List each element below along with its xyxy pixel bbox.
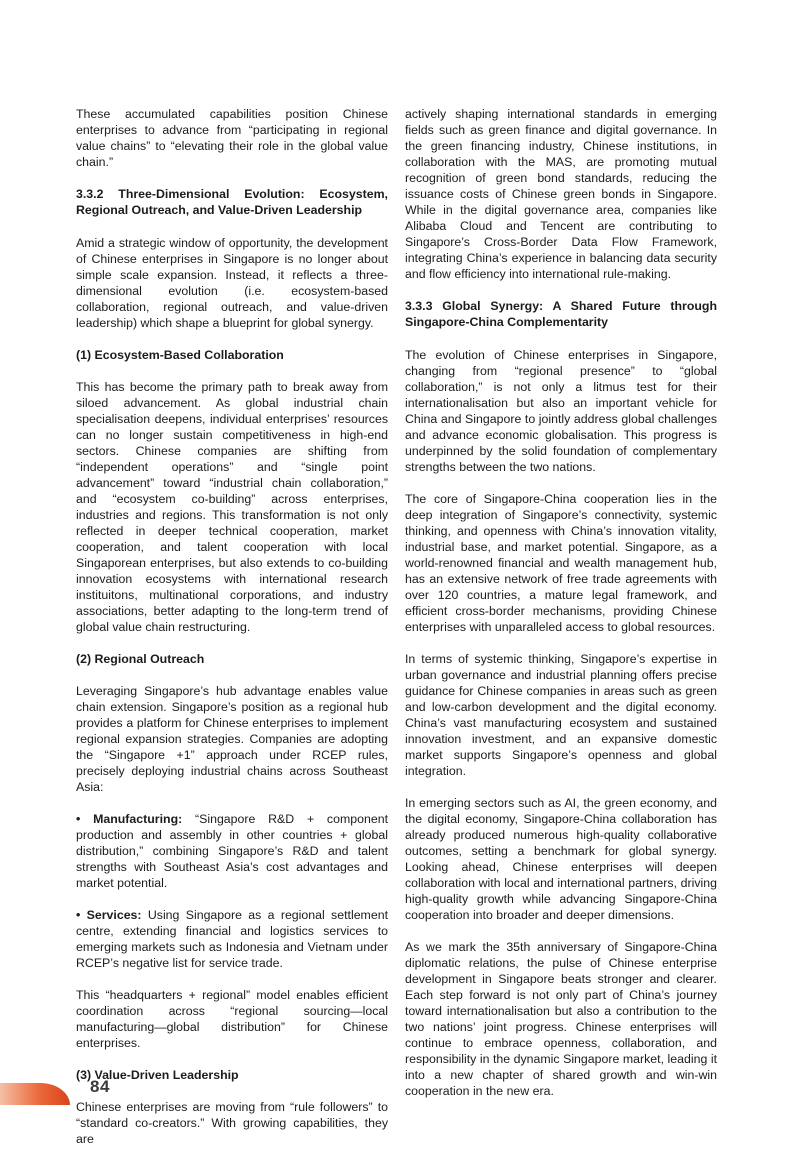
continued-paragraph: actively shaping international standards in emerging fields such as green finance and digital governance. In the green financing industry, Chinese institutions, in collaboration with the MAS, are promoting mutual recognition of green bond standards, reducing the issuance costs of Chinese green bonds in Singapore. While in the digital governance area, companies like Alibaba Cloud and Tencent are contributing to Singapore’s Cross-Border Data Flow Framework, integrating China’s experience in balancing data security and flow efficiency into international rule-making.	[405, 107, 717, 281]
systemic-thinking-paragraph: In terms of systemic thinking, Singapore’s expertise in urban governance and industrial planning offers precise guidance for Chinese companies in areas such as green and low-carbon development and the digital economy. China’s vast manufacturing ecosystem and sustained innovation investment, and an expansive domestic market supports Singapore’s openness and global integration.	[405, 652, 717, 778]
regional-outreach-paragraph: Leveraging Singapore’s hub advantage enables value chain extension. Singapore’s position as a regional hub provides a platform for Chinese enterprises to implement regional expansion strategies. Companies are adopting the “Singapore +1” approach under RCEP rules, precisely deploying industrial chains across Southeast Asia:	[76, 684, 388, 794]
headquarters-model-paragraph: This “headquarters + regional” model enables efficient coordination across “regional sourcing—local manufacturing—global distribution” for Chinese enterprises.	[76, 988, 388, 1050]
services-bullet	[76, 907, 388, 971]
footer-accent-bar	[0, 1083, 70, 1105]
manufacturing-bullet	[76, 811, 388, 891]
page-number: 84	[90, 1077, 110, 1096]
anniversary-paragraph: As we mark the 35th anniversary of Singapore-China diplomatic relations, the pulse of Chinese enterprise development in Singapore beats stronger and clearer. Each step forward is not only part of China’s journey toward internationalisation but also a contribution to the two nations’ joint progress. Chinese enterprises will continue to embrace openness, collaboration, and responsibility in the dynamic Singapore market, leading it into a new chapter of shared growth and win-win cooperation in the new era.	[405, 940, 717, 1098]
emerging-sectors-paragraph: In emerging sectors such as AI, the green economy, and the digital economy, Singapore-China collaboration has already produced numerous high-quality collaborative outcomes, setting a benchmark for global synergy. Looking ahead, Chinese enterprises will deepen collaboration with local and international partners, driving high-quality growth while advancing Singapore-China cooperation into broader and deeper dimensions.	[405, 796, 717, 922]
section-332-paragraph: Amid a strategic window of opportunity, the development of Chinese enterprises in Singapore is no longer about simple scale expansion. Instead, it reflects a three-dimensional evolution (i.e. ecosystem-based collaboration, regional outreach, and value-driven leadership) which shape a blueprint for global synergy.	[76, 236, 388, 330]
services-label: • Services:	[76, 908, 142, 922]
regional-outreach-heading: (2) Regional Outreach	[76, 652, 205, 666]
right-column	[405, 106, 717, 1115]
section-333-heading: 3.3.3 Global Synergy: A Shared Future through Singapore-China Complementarity	[405, 299, 717, 329]
intro-paragraph: These accumulated capabilities position Chinese enterprises to advance from “participating in regional value chains” to “elevating their role in the global value chain.”	[76, 107, 388, 169]
ecosystem-collaboration-paragraph: This has become the primary path to break away from siloed advancement. As global industrial chain specialisation deepens, individual enterprises’ resources can no longer sustain competitiveness in high-end sectors. Chinese companies are shifting from “independent operations” and “single point advancement” toward “industrial chain collaboration,” and “ecosystem co-building” across enterprises, industries and regions. This transformation is not only reflected in deeper technical cooperation, market cooperation, and talent cooperation with local Singaporean enterprises, but also extends to co-building innovation ecosystems with international research instituitons, multinational corporations, and industry associations, better adapting to the long-term trend of global value chain restructuring.	[76, 380, 388, 634]
ecosystem-collaboration-heading: (1) Ecosystem-Based Collaboration	[76, 348, 284, 362]
value-driven-leadership-heading: (3) Value-Driven Leadership	[76, 1068, 239, 1082]
value-driven-leadership-paragraph: Chinese enterprises are moving from “rule followers” to “standard co-creators.” With growing capabilities, they are	[76, 1100, 388, 1146]
core-cooperation-paragraph: The core of Singapore-China cooperation lies in the deep integration of Singapore’s connectivity, systemic thinking, and openness with China’s innovation vitality, industrial base, and market potential. Singapore, as a world-renowned financial and wealth management hub, has an extensive network of free trade agreements with over 120 countries, a mature legal framework, and efficient cross-border mechanisms, providing Chinese enterprises with unparalleled access to global resources.	[405, 492, 717, 634]
left-column	[76, 106, 388, 1163]
section-332-heading: 3.3.2 Three-Dimensional Evolution: Ecosystem, Regional Outreach, and Value-Driven Leadership	[76, 187, 388, 217]
services-text: Using Singapore as a regional settlement centre, extending financial and logistics services to emerging markets such as Indonesia and Vietnam under RCEP’s negative list for service trade.	[76, 908, 389, 970]
manufacturing-text: “Singapore R&D + component production and assembly in other countries + global distribution,” combining Singapore’s R&D and talent strengths with Southeast Asia’s cost advantages and market potential.	[76, 812, 388, 890]
manufacturing-label: • Manufacturing:	[76, 812, 183, 826]
global-collaboration-paragraph: The evolution of Chinese enterprises in Singapore, changing from “regional presence” to “global collaboration,” is not only a litmus test for their internationalisation but also an important vehicle for China and Singapore to jointly address global challenges and advance economic globalisation. This progress is underpinned by the solid foundation of complementary strengths between the two nations.	[405, 348, 717, 474]
